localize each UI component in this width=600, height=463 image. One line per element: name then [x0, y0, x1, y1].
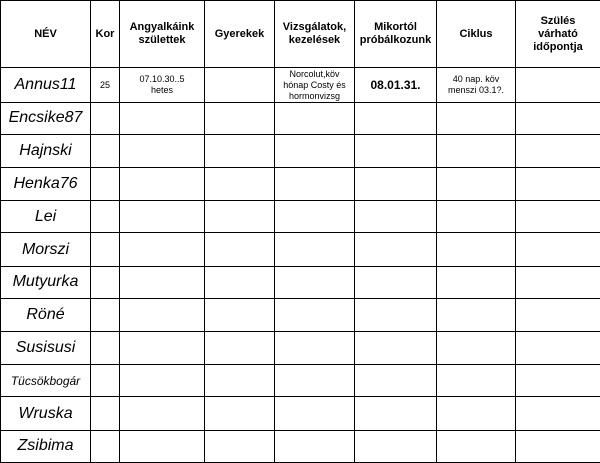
- name-cell[interactable]: Morszi: [1, 233, 91, 266]
- angyalkaink-cell[interactable]: [120, 134, 205, 167]
- kor-cell[interactable]: [91, 134, 120, 167]
- vizsgalatok-cell[interactable]: [275, 201, 355, 233]
- name-cell[interactable]: Henka76: [1, 168, 91, 201]
- vizsgalatok-cell[interactable]: [275, 168, 355, 201]
- angyalkaink-cell[interactable]: [120, 397, 205, 430]
- mikortol-cell[interactable]: [355, 298, 437, 331]
- ciklus-cell[interactable]: [437, 266, 516, 298]
- header-angyalkaink[interactable]: Angyalkáink születtek: [120, 1, 205, 68]
- kor-cell[interactable]: [91, 102, 120, 134]
- szules-cell[interactable]: [516, 298, 600, 331]
- szules-cell[interactable]: [516, 201, 600, 233]
- kor-cell[interactable]: [91, 332, 120, 365]
- mikortol-cell[interactable]: [355, 168, 437, 201]
- table-row: [1, 430, 600, 462]
- kor-cell[interactable]: [91, 430, 120, 462]
- name-cell[interactable]: Susisusi: [1, 332, 91, 365]
- header-row: [1, 1, 600, 68]
- name-cell[interactable]: Röné: [1, 298, 91, 331]
- ciklus-cell[interactable]: [437, 430, 516, 462]
- mikortol-cell[interactable]: [355, 365, 437, 397]
- vizsgalatok-cell[interactable]: [275, 134, 355, 167]
- ciklus-cell[interactable]: 40 nap. köv menszi 03.1?.: [437, 68, 516, 102]
- mikortol-cell[interactable]: 08.01.31.: [355, 68, 437, 102]
- angyalkaink-cell[interactable]: [120, 298, 205, 331]
- mikortol-cell[interactable]: [355, 332, 437, 365]
- header-ciklus[interactable]: Ciklus: [437, 1, 516, 68]
- gyerekek-cell[interactable]: [205, 168, 275, 201]
- vizsgalatok-cell[interactable]: Norcolut,köv hónap Costy és hormonvizsg: [275, 68, 355, 102]
- table-row: [1, 365, 600, 397]
- szules-cell[interactable]: [516, 134, 600, 167]
- table-row: [1, 168, 600, 201]
- header-gyerekek[interactable]: Gyerekek: [205, 1, 275, 68]
- gyerekek-cell[interactable]: [205, 430, 275, 462]
- szules-cell[interactable]: [516, 68, 600, 102]
- kor-cell[interactable]: 25: [91, 68, 120, 102]
- kor-cell[interactable]: [91, 266, 120, 298]
- table-row: [1, 332, 600, 365]
- gyerekek-cell[interactable]: [205, 134, 275, 167]
- angyalkaink-cell[interactable]: [120, 332, 205, 365]
- gyerekek-cell[interactable]: [205, 68, 275, 102]
- szules-cell[interactable]: [516, 430, 600, 462]
- header-nev[interactable]: NÉV: [1, 1, 91, 68]
- gyerekek-cell[interactable]: [205, 233, 275, 266]
- header-mikortol[interactable]: Mikortól próbálkozunk: [355, 1, 437, 68]
- mikortol-cell[interactable]: [355, 201, 437, 233]
- angyalkaink-cell[interactable]: [120, 430, 205, 462]
- angyalkaink-cell[interactable]: [120, 233, 205, 266]
- ciklus-cell[interactable]: [437, 365, 516, 397]
- table-row: [1, 201, 600, 233]
- name-cell[interactable]: Zsibima: [1, 430, 91, 462]
- angyalkaink-cell[interactable]: [120, 365, 205, 397]
- mikortol-cell[interactable]: [355, 397, 437, 430]
- ciklus-cell[interactable]: [437, 233, 516, 266]
- mikortol-cell[interactable]: [355, 134, 437, 167]
- ciklus-cell[interactable]: [437, 332, 516, 365]
- mikortol-cell[interactable]: [355, 430, 437, 462]
- szules-cell[interactable]: [516, 365, 600, 397]
- angyalkaink-cell[interactable]: 07.10.30..5 hetes: [120, 68, 205, 102]
- vizsgalatok-cell[interactable]: [275, 365, 355, 397]
- vizsgalatok-cell[interactable]: [275, 430, 355, 462]
- mikortol-cell[interactable]: [355, 102, 437, 134]
- gyerekek-cell[interactable]: [205, 332, 275, 365]
- gyerekek-cell[interactable]: [205, 266, 275, 298]
- gyerekek-cell[interactable]: [205, 201, 275, 233]
- angyalkaink-cell[interactable]: [120, 266, 205, 298]
- ciklus-cell[interactable]: [437, 102, 516, 134]
- szules-cell[interactable]: [516, 233, 600, 266]
- table-row: [1, 233, 600, 266]
- vizsgalatok-cell[interactable]: [275, 233, 355, 266]
- name-cell[interactable]: Wruska: [1, 397, 91, 430]
- table-row: [1, 102, 600, 134]
- name-cell[interactable]: Lei: [1, 201, 91, 233]
- szules-cell[interactable]: [516, 332, 600, 365]
- header-vizsgalatok[interactable]: Vizsgálatok, kezelések: [275, 1, 355, 68]
- szules-cell[interactable]: [516, 266, 600, 298]
- header-szules[interactable]: Szülés várható időpontja: [516, 1, 600, 68]
- gyerekek-cell[interactable]: [205, 397, 275, 430]
- name-cell[interactable]: Hajnski: [1, 134, 91, 167]
- kor-cell[interactable]: [91, 298, 120, 331]
- ciklus-cell[interactable]: [437, 201, 516, 233]
- szules-cell[interactable]: [516, 168, 600, 201]
- kor-cell[interactable]: [91, 365, 120, 397]
- szules-cell[interactable]: [516, 102, 600, 134]
- table-row: [1, 298, 600, 331]
- kor-cell[interactable]: [91, 397, 120, 430]
- name-cell[interactable]: Mutyurka: [1, 266, 91, 298]
- angyalkaink-cell[interactable]: [120, 201, 205, 233]
- name-cell[interactable]: Tücsökbogár: [1, 365, 91, 397]
- vizsgalatok-cell[interactable]: [275, 102, 355, 134]
- mikortol-cell[interactable]: [355, 233, 437, 266]
- table-row: [1, 68, 600, 102]
- kor-cell[interactable]: [91, 168, 120, 201]
- vizsgalatok-cell[interactable]: [275, 298, 355, 331]
- name-cell[interactable]: Annus11: [1, 68, 91, 102]
- table-row: [1, 266, 600, 298]
- gyerekek-cell[interactable]: [205, 102, 275, 134]
- szules-cell[interactable]: [516, 397, 600, 430]
- kor-cell[interactable]: [91, 233, 120, 266]
- gyerekek-cell[interactable]: [205, 365, 275, 397]
- ciklus-cell[interactable]: [437, 397, 516, 430]
- ciklus-cell[interactable]: [437, 134, 516, 167]
- angyalkaink-cell[interactable]: [120, 168, 205, 201]
- mikortol-cell[interactable]: [355, 266, 437, 298]
- name-cell[interactable]: Encsike87: [1, 102, 91, 134]
- vizsgalatok-cell[interactable]: [275, 397, 355, 430]
- kor-cell[interactable]: [91, 201, 120, 233]
- vizsgalatok-cell[interactable]: [275, 266, 355, 298]
- table-row: [1, 134, 600, 167]
- header-kor[interactable]: Kor: [91, 1, 120, 68]
- ciklus-cell[interactable]: [437, 298, 516, 331]
- gyerekek-cell[interactable]: [205, 298, 275, 331]
- table-row: [1, 397, 600, 430]
- angyalkaink-cell[interactable]: [120, 102, 205, 134]
- ciklus-cell[interactable]: [437, 168, 516, 201]
- vizsgalatok-cell[interactable]: [275, 332, 355, 365]
